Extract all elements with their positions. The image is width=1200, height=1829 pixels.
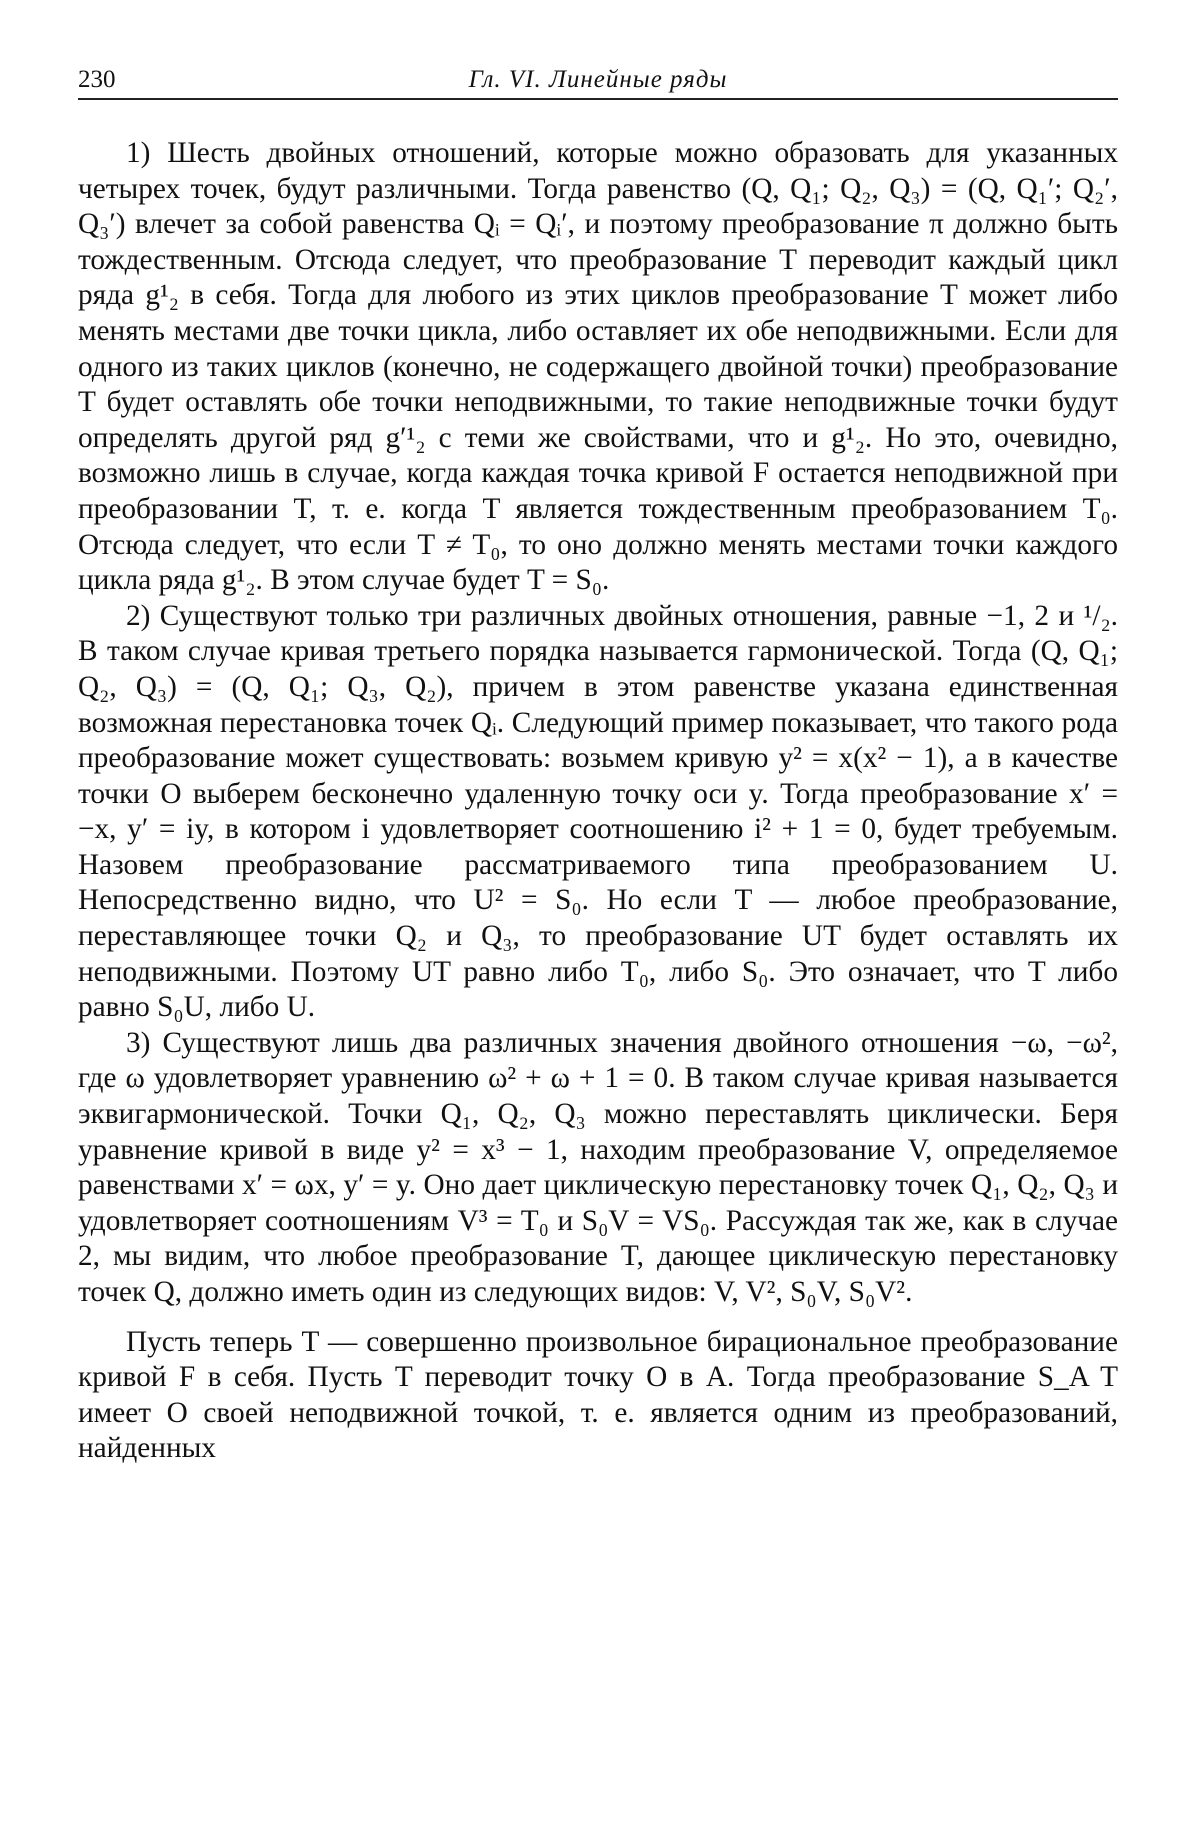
paragraph-case-2: 2) Существуют только три различных двойных отношения, равные −1, 2 и ¹/₂. В таком случае кривая третьего порядка называется гармонической. Тогда (Q, Q₁; Q₂, Q₃) = (Q, Q₁; Q₃, Q₂), причем в этом равенстве указана единственная возможная перестановка точек Qᵢ. Следующий пример показывает, что такого рода преобразование может существовать: возьмем кривую y² = x(x² − 1), а в качестве точки O выберем бесконечно удаленную точку оси y. Тогда преобразование x′ = −x, y′ = iy, в котором i удовлетворяет соотношению i² + 1 = 0, будет требуемым. Назовем преобразование рассматриваемого типа преобразованием U. Непосредственно видно, что U² = S₀. Но если T — любое преобразование, переставляющее точки Q₂ и Q₃, то преобразование UT будет оставлять их неподвижными. Поэтому UT равно либо T₀, либо S₀. Это означает, что T либо равно S₀U, либо U.: [78, 599, 1118, 1024]
paragraph-case-3: 3) Существуют лишь два различных значения двойного отношения −ω, −ω², где ω удовлетворяет уравнению ω² + ω + 1 = 0. В таком случае кривая называется эквигармонической. Точки Q₁, Q₂, Q₃ можно переставлять циклически. Беря уравнение кривой в виде y² = x³ − 1, находим преобразование V, определяемое равенствами x′ = ωx, y′ = y. Оно дает циклическую перестановку точек Q₁, Q₂, Q₃ и удовлетворяет соотношениям V³ = T₀ и S₀V = VS₀. Рассуждая так же, как в случае 2, мы видим, что любое преобразование T, дающее циклическую перестановку точек Q, должно иметь один из следующих видов: V, V², S₀V, S₀V².: [78, 1026, 1118, 1308]
paragraph-case-1: 1) Шесть двойных отношений, которые можно образовать для указанных четырех точек, будут различными. Тогда равенство (Q, Q₁; Q₂, Q₃) = (Q, Q₁′; Q₂′, Q₃′) влечет за собой равенства Qᵢ = Qᵢ′, и поэтому преобразование π должно быть тождественным. Отсюда следует, что преобразование T переводит каждый цикл ряда g¹₂ в себя. Тогда для любого из этих циклов преобразование T может либо менять местами две точки цикла, либо оставляет их обе неподвижными. Если для одного из таких циклов (конечно, не содержащего двойной точки) преобразование T будет оставлять обе точки неподвижными, то такие неподвижные точки будут определять другой ряд g′¹₂ с теми же свойствами, что и g¹₂. Но это, очевидно, возможно лишь в случае, когда каждая точка кривой F остается неподвижной при преобразовании T, т. е. когда T является тождественным преобразованием T₀. Отсюда следует, что если T ≠ T₀, то оно должно менять местами точки каждого цикла ряда g¹₂. В этом случае будет T = S₀.: [78, 137, 1118, 597]
paragraph-general: Пусть теперь T — совершенно произвольное бирациональное преобразование кривой F в себя. Пусть T переводит точку O в A. Тогда преобразование S_A T имеет O своей неподвижной точкой, т. е. является одним из преобразований, найденных: [78, 1325, 1118, 1465]
running-head: [78, 64, 1118, 100]
book-page: [78, 64, 1118, 1467]
chapter-title: Гл. VI. Линейные ряды: [468, 66, 728, 93]
body-text: [78, 136, 1118, 1467]
page-number: 230: [78, 66, 116, 93]
